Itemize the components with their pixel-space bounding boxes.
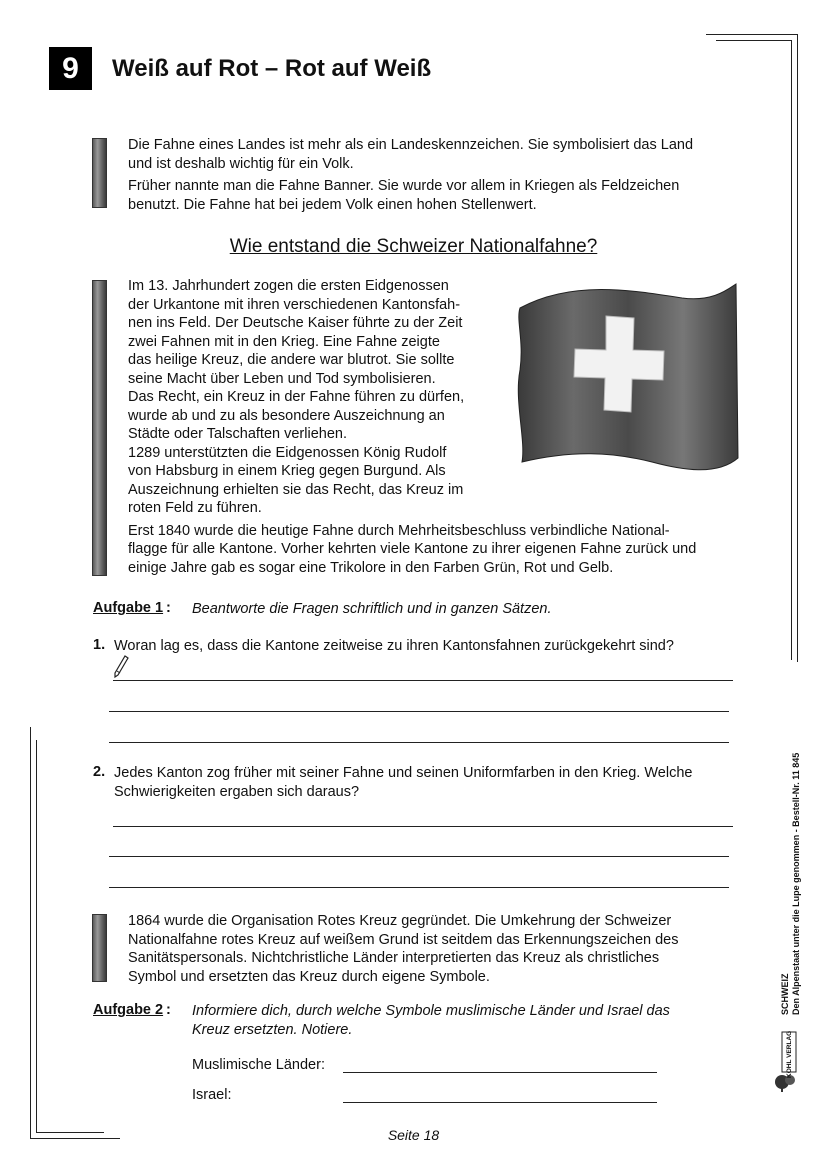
answer-line[interactable] xyxy=(113,680,733,681)
israel-field[interactable] xyxy=(343,1102,657,1103)
answer-line[interactable] xyxy=(109,856,729,857)
question-2-number: 2. xyxy=(93,764,106,780)
history-line: Das Recht, ein Kreuz in der Fahne führen zu dürfen, xyxy=(128,389,465,405)
question-2-text xyxy=(114,764,692,801)
question-1-text: Woran lag es, dass die Kantone zeitweise zu ihren Kantonsfahnen zurückgekehrt sind? xyxy=(114,638,674,654)
task1-instruction: Beantworte die Fragen schriftlich und in ganzen Sätzen. xyxy=(192,601,552,617)
redcross-line: Sanitätspersonals. Nichtchristliche Länder interpretierten das Kreuz als christliches xyxy=(128,950,660,966)
question-2-line: Schwierigkeiten ergaben sich daraus? xyxy=(114,783,360,800)
history-line: Auszeichnung erhielten sie das Recht, das Kreuz im xyxy=(128,481,464,498)
task2-line: Kreuz ersetzten. Notiere. xyxy=(192,1021,353,1038)
history-line: zwei Fahnen mit in den Krieg. Eine Fahne zeigte xyxy=(128,333,440,350)
task1-colon: : xyxy=(166,600,171,616)
answer-line[interactable] xyxy=(109,711,729,712)
redcross-line: 1864 wurde die Organisation Rotes Kreuz gegründet. Die Umkehrung der Schweizer xyxy=(128,913,672,929)
frame-top-line xyxy=(706,34,798,35)
frame-left-line-inner xyxy=(36,740,37,1132)
history-line: nen ins Feld. Der Deutsche Kaiser führte zu der Zeit xyxy=(128,315,463,331)
sidebar-text xyxy=(780,753,802,1015)
frame-top-line-inner xyxy=(716,40,792,41)
history-line: wurde ab und zu als besondere Auszeichnung an xyxy=(128,407,445,424)
israel-label: Israel: xyxy=(192,1087,232,1103)
redcross-text xyxy=(128,912,679,986)
history-line: roten Feld zu führen. xyxy=(128,500,262,516)
history-line: von Habsburg in einem Krieg gegen Burgund. Als xyxy=(128,463,446,479)
intro-line: Früher nannte man die Fahne Banner. Sie wurde vor allem in Kriegen als Feldzeichen xyxy=(128,178,680,194)
history-line: der Urkantone mit ihren verschiedenen Kantonsfah- xyxy=(128,296,461,313)
intro-line: und ist deshalb wichtig für ein Volk. xyxy=(128,155,354,172)
chapter-number: 9 xyxy=(49,47,92,90)
frame-right-line-inner xyxy=(791,40,792,660)
intro-line: benutzt. Die Fahne hat bei jedem Volk einen hohen Stellenwert. xyxy=(128,196,537,213)
sidebar-subtitle: Den Alpenstaat unter die Lupe genommen - Bestell-Nr. 11 845 xyxy=(791,752,801,1015)
section-heading: Wie entstand die Schweizer Nationalfahne? xyxy=(229,236,598,257)
history-line: das heilige Kreuz, die andere war blutrot. Sie sollte xyxy=(128,352,455,368)
redcross-bar xyxy=(92,914,107,982)
page-title: Weiß auf Rot – Rot auf Weiß xyxy=(112,55,432,82)
task2-line: Informiere dich, durch welche Symbole muslimische Länder und Israel das xyxy=(192,1003,670,1019)
task1-label: Aufgabe 1 xyxy=(93,600,164,616)
answer-line[interactable] xyxy=(113,826,733,827)
task2-colon: : xyxy=(166,1002,171,1018)
history-line: einige Jahre gab es sogar eine Trikolore in den Farben Grün, Rot und Gelb. xyxy=(128,559,614,576)
pencil-icon xyxy=(113,655,129,679)
intro-line: Die Fahne eines Landes ist mehr als ein Landeskennzeichen. Sie symbolisiert das Land xyxy=(128,137,694,153)
history-line: flagge für alle Kantone. Vorher kehrten viele Kantone zu ihrer eigenen Fahne zurück und xyxy=(128,541,697,557)
publisher-logo xyxy=(770,1030,800,1092)
publisher-name: KOHL VERLAG xyxy=(786,1030,793,1078)
history-line: Städte oder Talschaften verliehen. xyxy=(128,426,347,442)
history-bar xyxy=(92,280,107,576)
frame-right-line xyxy=(797,34,798,662)
answer-line[interactable] xyxy=(109,887,729,888)
page-number: Seite 18 xyxy=(387,1127,440,1143)
frame-left-line xyxy=(30,727,31,1138)
history-line: Im 13. Jahrhundert zogen die ersten Eidgenossen xyxy=(128,278,449,294)
task2-instruction xyxy=(192,1002,670,1039)
muslim-countries-field[interactable] xyxy=(343,1072,657,1073)
question-1-number: 1. xyxy=(93,637,106,653)
history-line: Erst 1840 wurde die heutige Fahne durch Mehrheitsbeschluss verbindliche National- xyxy=(128,522,670,539)
swiss-flag-image xyxy=(512,280,744,480)
history-line: seine Macht über Leben und Tod symbolisieren. xyxy=(128,370,436,387)
history-line: 1289 unterstützten die Eidgenossen König Rudolf xyxy=(128,444,447,461)
question-2-line: Jedes Kanton zog früher mit seiner Fahne und seinen Uniformfarben in den Krieg. Welche xyxy=(114,765,693,781)
intro-text xyxy=(128,136,693,214)
sidebar-title: SCHWEIZ xyxy=(780,973,790,1015)
intro-bar xyxy=(92,138,107,208)
redcross-line: Symbol und ersetzten das Kreuz durch eigene Symbole. xyxy=(128,968,490,985)
redcross-line: Nationalfahne rotes Kreuz auf weißem Grund ist seitdem das Erkennungszeichen des xyxy=(128,931,679,948)
answer-line[interactable] xyxy=(109,742,729,743)
task2-label: Aufgabe 2 xyxy=(93,1002,164,1018)
muslim-countries-label: Muslimische Länder: xyxy=(192,1057,325,1073)
